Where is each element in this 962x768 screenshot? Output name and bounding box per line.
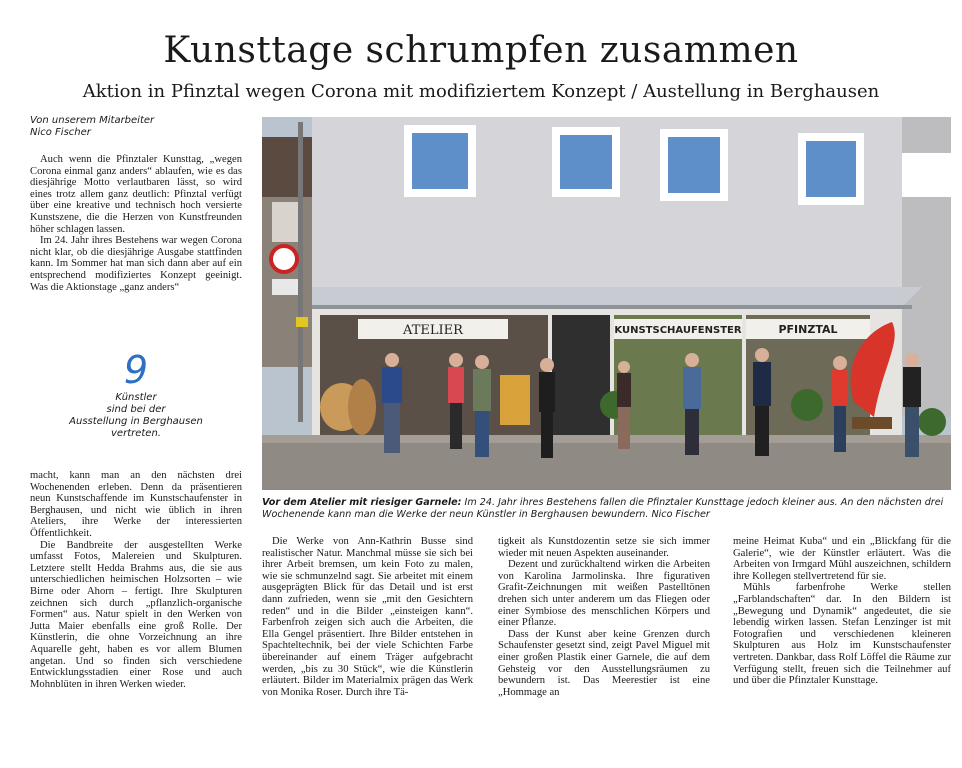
paragraph: Dass der Kunst aber keine Grenzen durch Schaufenster gesetzt sind, zeigt Pavel Miguel mit einer großen Plastik einer Garnele, die auf dem Gehsteig vor den Ausstellungsräumen zu bewundern ist. Das Meerestier ist eine „Hommage an [498, 628, 710, 698]
article-photo [262, 117, 951, 490]
paragraph: tigkeit als Kunstdozentin setze sie sich immer wieder mit neuen Aspekten auseinander. [498, 536, 710, 559]
paragraph: Die Werke von Ann-Kathrin Busse sind realistischer Natur. Manchmal müsse sie sich bei ihrer Arbeit bremsen, um kein Foto zu malen, wie sie schmunzelnd sagt. Sie arbeitet mit einem ausgeprägten Blick für das Detail und ist erst dann zufrieden, wenn sie „mit den Gesichtern reden“ und in die Bilder „einsteigen kann“. Farbenfroh zeigen sich auch die Arbeiten, die Ella Gengel präsentiert. Ihre Bilder entstehen in Spachteltechnik, bei der viele Schichten Farbe übereinander auf einem Träger aufgebracht werden, „bis zu 30 Stück“, wie die Künstlerin erläutert. Bilder im Materialmix prägen das Werk von Monika Roser. Durch ihre Tä- [262, 536, 473, 698]
paragraph: Im 24. Jahr ihres Bestehens war wegen Corona nicht klar, ob die diesjährige Ausgabe stattfinden kann. Im Sommer hat man sich dann aber auf ein entsprechend modifiziertes Konzept geeinigt. Was die Aktionstage „ganz anders“ [30, 235, 242, 293]
photo-caption [262, 497, 951, 521]
article-headline: Kunsttage schrumpfen zusammen [163, 30, 799, 71]
byline-author: Nico Fischer [30, 127, 91, 138]
byline [30, 115, 250, 139]
caption-lead: Vor dem Atelier mit riesiger Garnele: [262, 497, 462, 508]
sign-atelier: ATELIER [403, 323, 463, 338]
factbox [30, 348, 242, 440]
factbox-line-3: Ausstellung in Berghausen [69, 416, 203, 427]
factbox-line-1: Künstler [115, 392, 157, 403]
sign-kunstschaufenster: KUNSTSCHAUFENSTER [614, 325, 742, 336]
sign-pfinztal: PFINZTAL [778, 323, 838, 336]
paragraph: Auch wenn die Pfinztaler Kunsttag, „wegen Corona einmal ganz anders“ ablaufen, wie es das diesjährige Motto verlautbaren lässt, so wird eines trotz allem ganz deutlich: Pfinztal verfügt über eine kreative und technisch hoch versierte Kunstszene, die die Herzen von Kunstfreunden höher schlagen lassen. [30, 154, 242, 235]
body-column-3 [498, 536, 710, 698]
body-column-2 [262, 536, 473, 698]
paragraph: meine Heimat Kuba“ und ein „Blickfang für die Galerie“, wie der Künstler erläutert. Was die Arbeiten von Irmgard Mühl auszeichnen, schildern ihre Kollegen stellvertretend für sie. [733, 536, 951, 582]
caption-text: Im 24. Jahr ihres Bestehens fallen die Pfinztaler Kunsttage jedoch kleiner aus. An den nächsten drei Wochenende kann man die Werke der neun Künstler in Berghausen bewundern. Nico Fischer [262, 497, 944, 520]
paragraph: Die Bandbreite der ausgestellten Werke umfasst Fotos, Malereien und Skulpturen. Letztere stellt Hedda Brahms aus, die sie aus unterschiedlichen heimischen Holzsorten – wie Birne oder Ahorn – fertigt. Ihre Skulpturen zeichnen sich durch „pflanzlich-organische Formen“ aus. Natur spielt in den Werken von Jutta Maier ebenfalls eine groß Rolle. Der Künstlerin, die ohne Vorzeichnung an ihre Aquarelle geht, haben es vor allem Blumen angetan. Und so finden sich verschiedene Entwicklungsstadien einer Rose und auch Mohnblüten in ihren Werken wieder. [30, 539, 242, 690]
factbox-line-4: vertreten. [111, 428, 161, 439]
paragraph: Mühls farbenfrohe Werke stellen „Farblandschaften“ dar. In den Bildern ist „Bewegung und Dynamik“ angedeutet, die sie lebendig wirken lassen. Stefan Lenzinger ist mit Fotografien und verschiedenen kleineren Skulpturen aus Holz im Kunstschaufenster vertreten. Dankbar, dass Rolf Löffel die Räume zur Verfügung stellt, freuen sich die Teilnehmer auf und über die Pfinztaler Kunsttage. [733, 582, 951, 687]
byline-role: Von unserem Mitarbeiter [30, 115, 155, 126]
body-column-1-bottom [30, 470, 242, 690]
body-column-1-top [30, 154, 242, 293]
article-subheadline: Aktion in Pfinztal wegen Corona mit modifiziertem Konzept / Austellung in Berghausen [82, 81, 880, 102]
factbox-line-2: sind bei der [106, 404, 166, 415]
body-column-4 [733, 536, 951, 687]
paragraph: Dezent und zurückhaltend wirken die Arbeiten von Karolina Jarmolinska. Ihre figurativen Grafit-Zeichnungen mit weißen Pastelltönen drehen sich unter anderem um das Fliegen oder einer Symbiose des menschlichen Körpers und einer Pflanze. [498, 559, 710, 629]
paragraph: macht, kann man an den nächsten drei Wochenenden erleben. Denn da präsentieren neun Kunstschaffende im Kunstschaufenster in Berghausen, und nicht wie üblich in ihren Ateliers, ihre Werke der interessierten Öffentlichkeit. [30, 470, 242, 539]
factbox-number: 9 [123, 348, 149, 392]
